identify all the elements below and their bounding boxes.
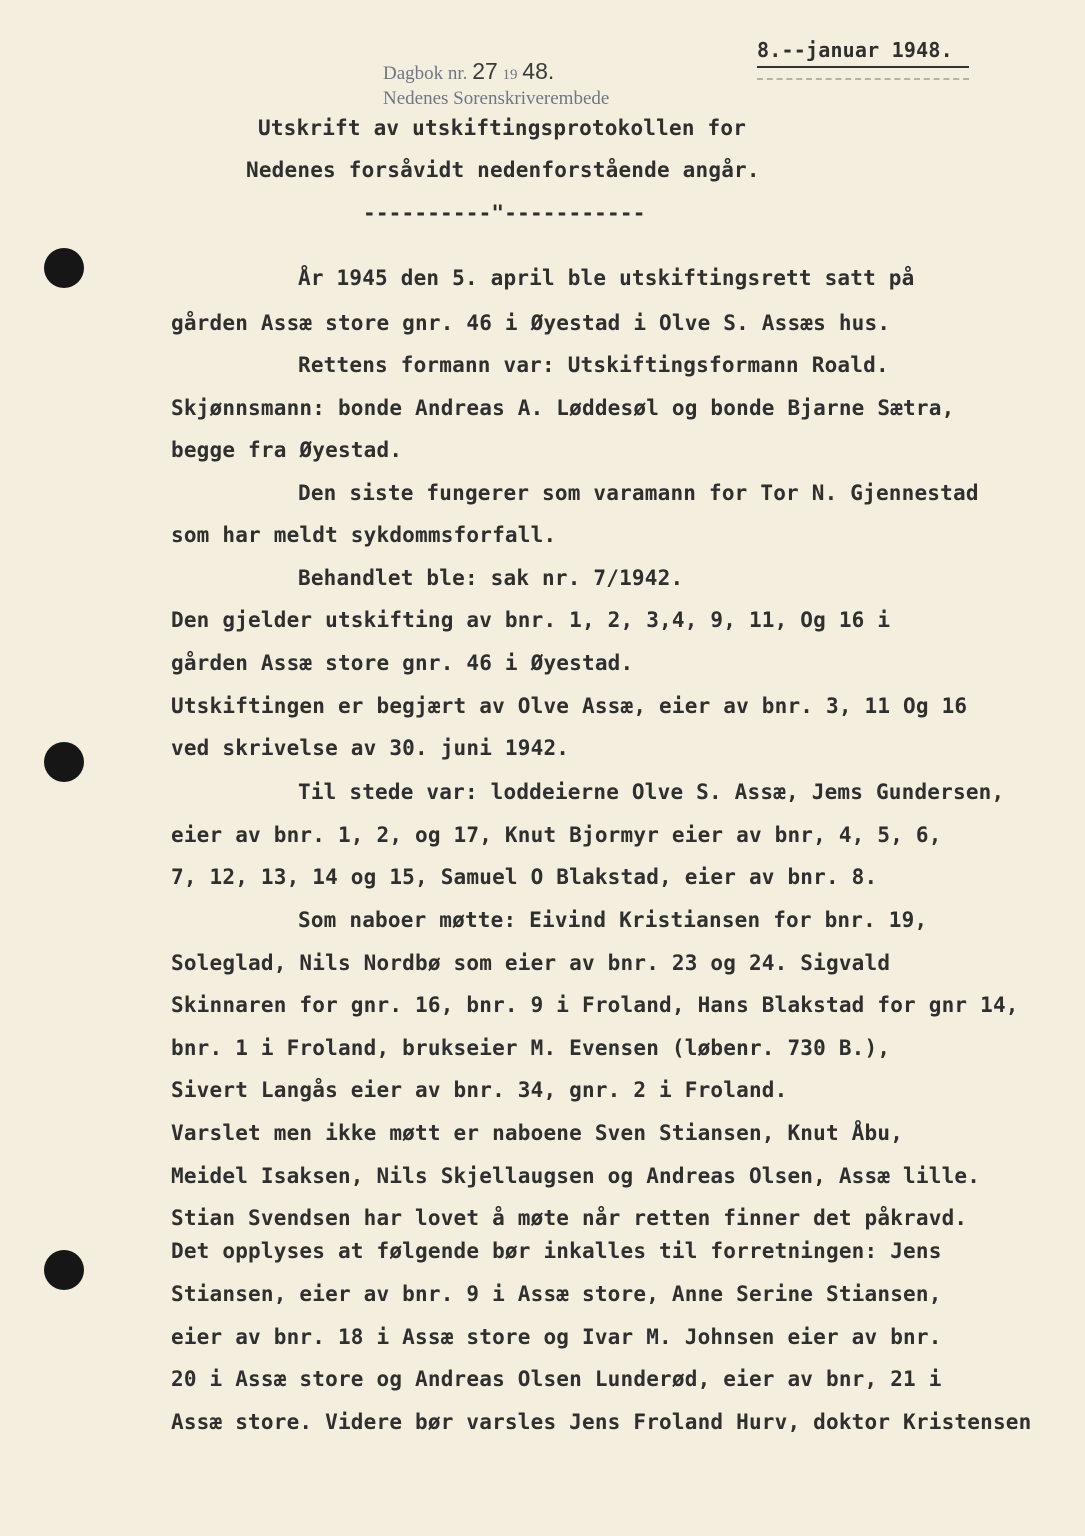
body-line: Meidel Isaksen, Nils Skjellaugsen og Andreas Olsen, Assæ lille. bbox=[171, 1164, 981, 1188]
body-line: Varslet men ikke møtt er naboene Sven Stiansen, Knut Åbu, bbox=[171, 1121, 904, 1145]
date-underline bbox=[757, 66, 969, 68]
document-date: 8.--januar 1948. bbox=[757, 38, 953, 62]
body-line: Skinnaren for gnr. 16, bnr. 9 i Froland, Hans Blakstad for gnr 14, bbox=[171, 993, 1019, 1017]
punch-hole bbox=[44, 742, 84, 782]
punch-hole bbox=[44, 248, 84, 288]
title-separator: ----------"----------- bbox=[363, 201, 646, 225]
body-line: gården Assæ store gnr. 46 i Øyestad i Olve S. Assæs hus. bbox=[171, 311, 891, 335]
body-line: 20 i Assæ store og Andreas Olsen Lunderød, eier av bnr, 21 i bbox=[171, 1367, 942, 1391]
body-line: Soleglad, Nils Nordbø som eier av bnr. 23 og 24. Sigvald bbox=[171, 951, 891, 975]
body-line: År 1945 den 5. april ble utskiftingsrett satt på bbox=[298, 266, 915, 290]
journal-stamp-number bbox=[383, 58, 554, 85]
date-dashed-line bbox=[757, 78, 969, 80]
body-line: Assæ store. Videre bør varsles Jens Froland Hurv, doktor Kristensen bbox=[171, 1410, 1032, 1434]
body-line: Skjønnsmann: bonde Andreas A. Løddesøl og bonde Bjarne Sætra, bbox=[171, 396, 955, 420]
body-line: ved skrivelse av 30. juni 1942. bbox=[171, 736, 570, 760]
stamp-label: Dagbok nr. bbox=[383, 63, 468, 84]
body-line: Behandlet ble: sak nr. 7/1942. bbox=[298, 566, 684, 590]
body-line: Til stede var: loddeierne Olve S. Assæ, Jems Gundersen, bbox=[298, 780, 1005, 804]
body-line: Utskiftingen er begjært av Olve Assæ, eier av bnr. 3, 11 Og 16 bbox=[171, 694, 968, 718]
body-line: Det opplyses at følgende bør inkalles til forretningen: Jens bbox=[171, 1239, 942, 1263]
body-line: begge fra Øyestad. bbox=[171, 438, 403, 462]
body-line: eier av bnr. 18 i Assæ store og Ivar M. Johnsen eier av bnr. bbox=[171, 1325, 942, 1349]
body-line: som har meldt sykdommsforfall. bbox=[171, 523, 557, 547]
stamp-year-prefix: 19 bbox=[502, 67, 518, 83]
punch-hole bbox=[44, 1250, 84, 1290]
body-line: eier av bnr. 1, 2, og 17, Knut Bjormyr eier av bnr, 4, 5, 6, bbox=[171, 823, 942, 847]
stamp-office: Nedenes Sorenskriverembede bbox=[383, 88, 610, 109]
stamp-year: 48. bbox=[522, 58, 555, 84]
title-line-2: Nedenes forsåvidt nedenforstående angår. bbox=[246, 158, 760, 182]
stamp-number: 27 bbox=[472, 58, 498, 84]
body-line: Som naboer møtte: Eivind Kristiansen for bnr. 19, bbox=[298, 908, 928, 932]
body-line: Stiansen, eier av bnr. 9 i Assæ store, Anne Serine Stiansen, bbox=[171, 1282, 942, 1306]
body-line: gården Assæ store gnr. 46 i Øyestad. bbox=[171, 651, 634, 675]
body-line: Rettens formann var: Utskiftingsformann Roald. bbox=[298, 353, 889, 377]
body-line: bnr. 1 i Froland, brukseier M. Evensen (løbenr. 730 B.), bbox=[171, 1036, 891, 1060]
body-line: Stian Svendsen har lovet å møte når retten finner det påkravd. bbox=[171, 1206, 968, 1230]
body-line: Den siste fungerer som varamann for Tor N. Gjennestad bbox=[298, 481, 979, 505]
body-line: Sivert Langås eier av bnr. 34, gnr. 2 i Froland. bbox=[171, 1078, 788, 1102]
body-line: Den gjelder utskifting av bnr. 1, 2, 3,4, 9, 11, Og 16 i bbox=[171, 608, 891, 632]
title-line-1: Utskrift av utskiftingsprotokollen for bbox=[258, 116, 747, 140]
body-line: 7, 12, 13, 14 og 15, Samuel O Blakstad, eier av bnr. 8. bbox=[171, 865, 878, 889]
